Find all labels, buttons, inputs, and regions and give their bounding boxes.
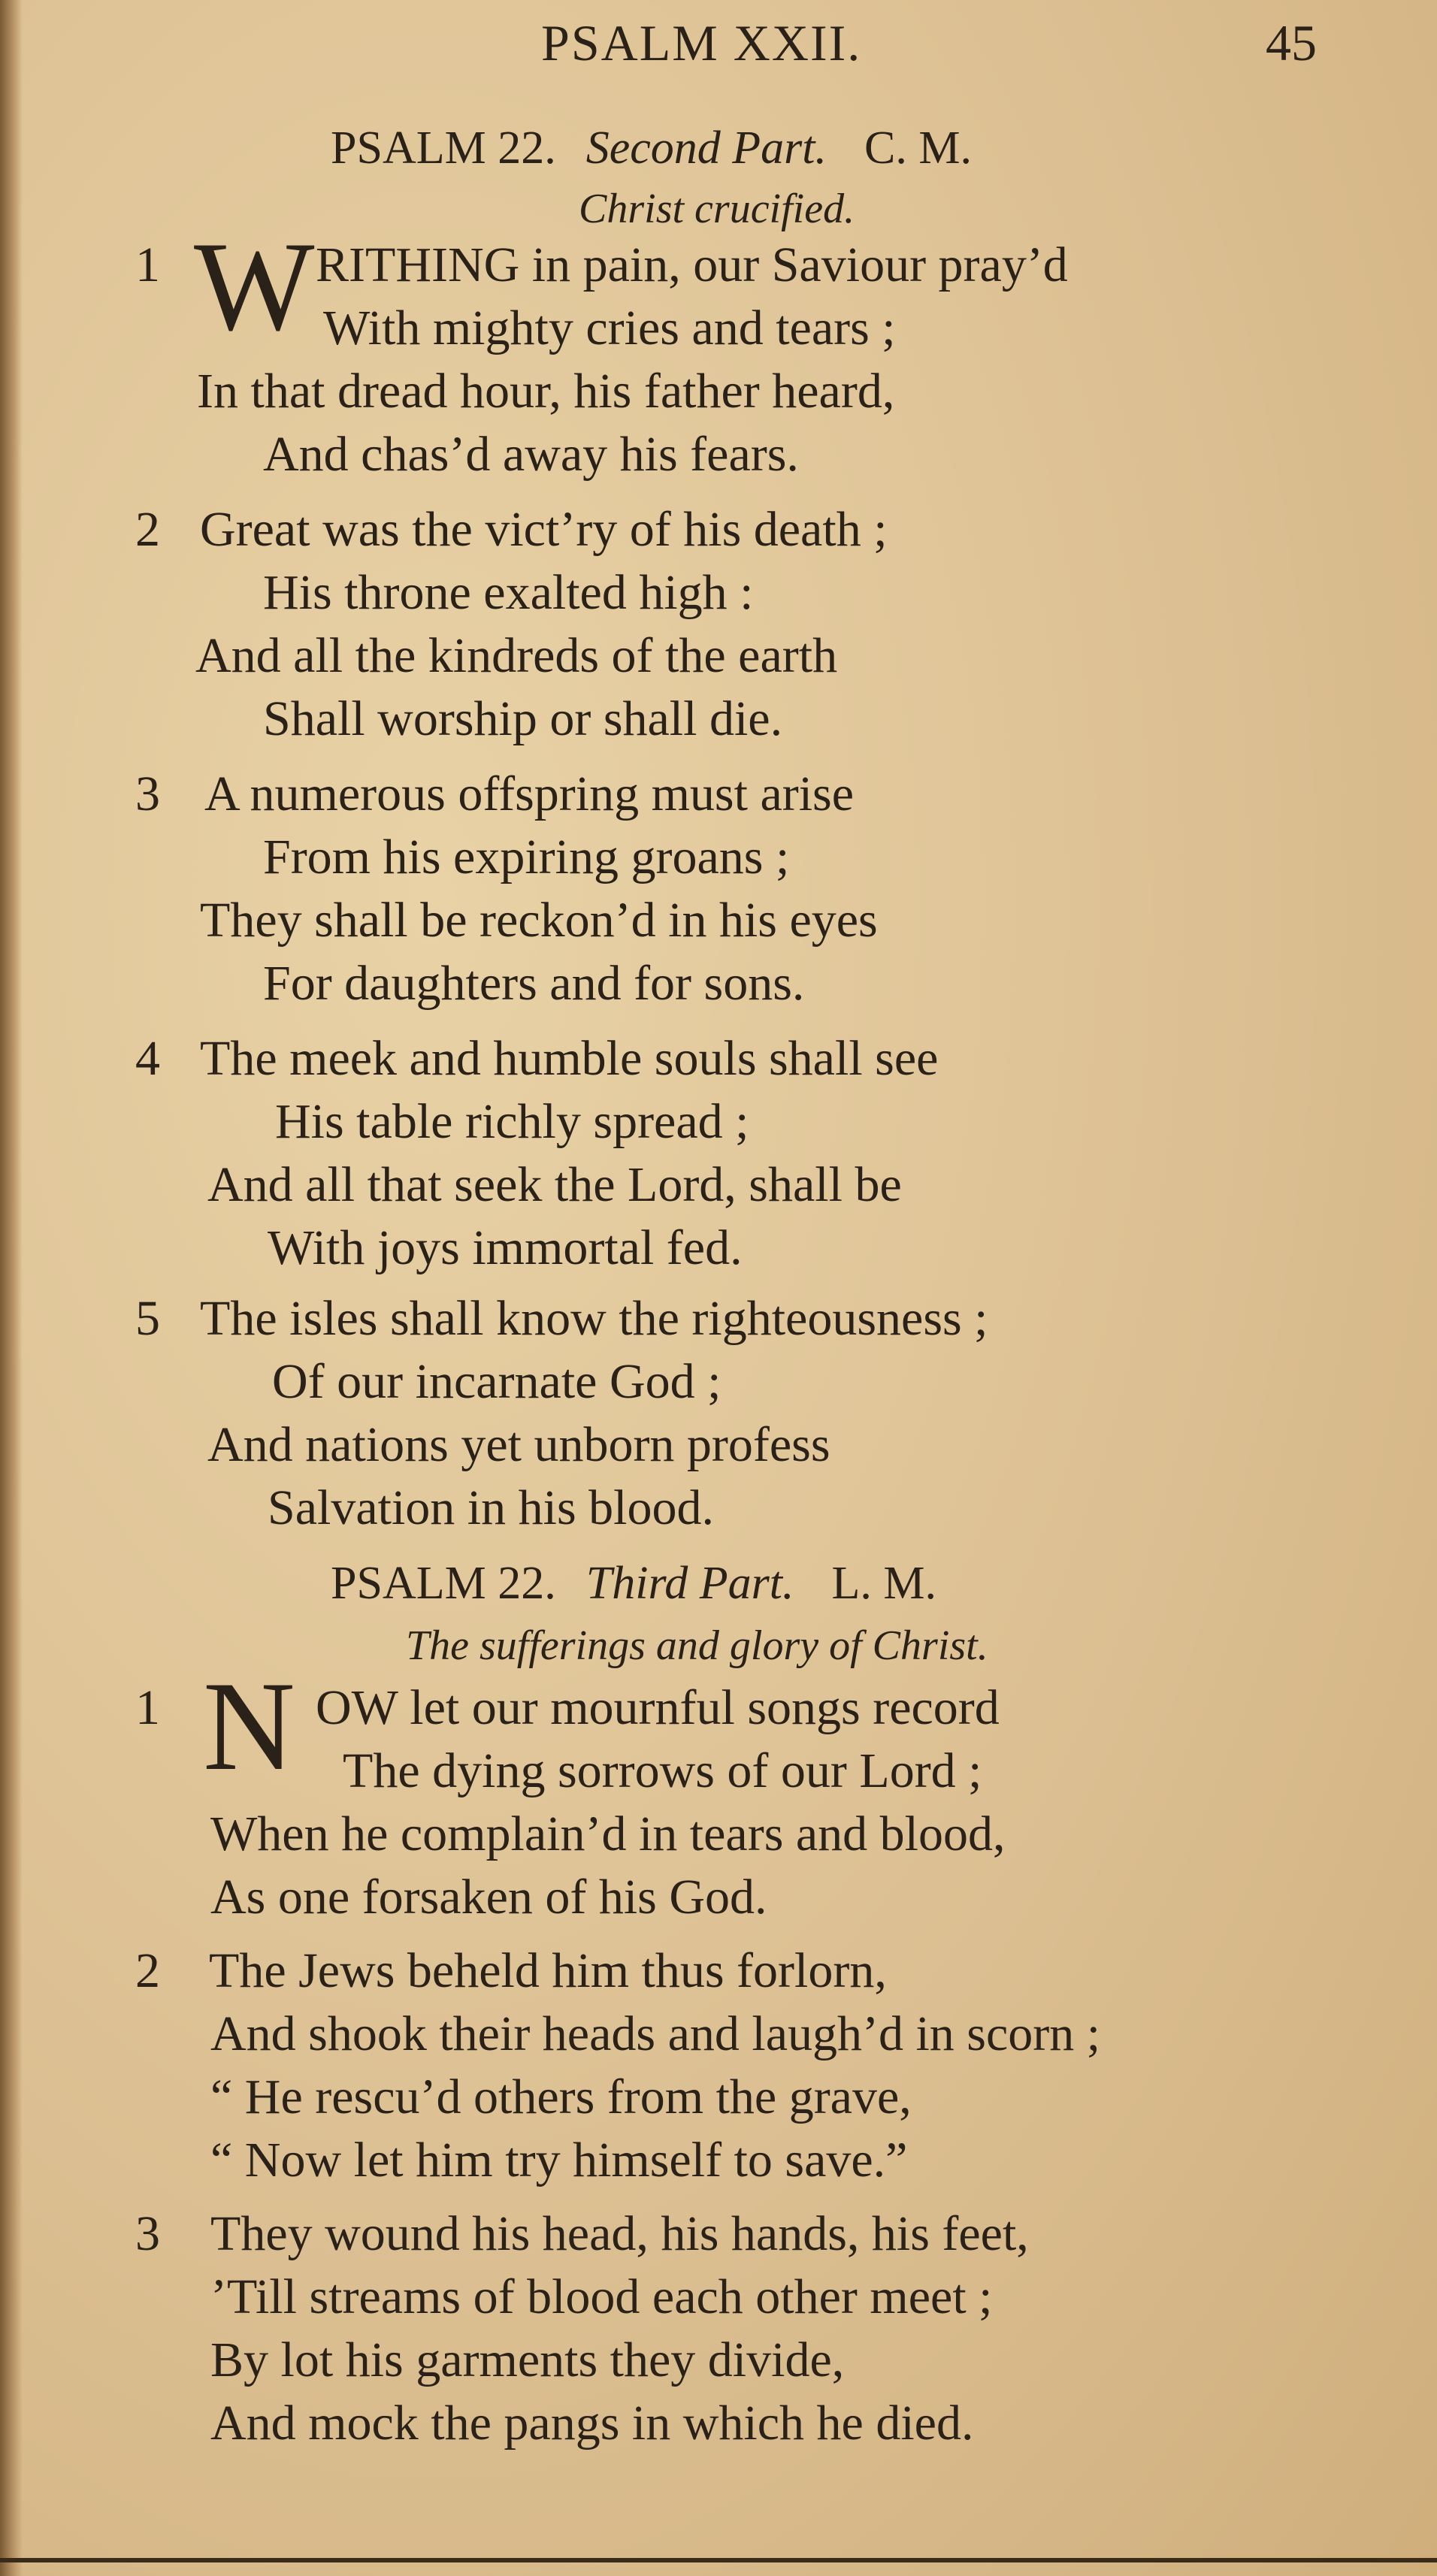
verse-line: They shall be reckon’d in his eyes [200, 893, 878, 948]
verse-line: The dying sorrows of our Lord ; [343, 1743, 982, 1798]
section-heading-part: Second Part. [585, 122, 827, 174]
drop-cap: W [194, 216, 315, 357]
verse-line: And all that seek the Lord, shall be [207, 1157, 902, 1212]
drop-cap: N [203, 1655, 295, 1797]
verse-line: They wound his head, his hands, his feet, [210, 2206, 1029, 2261]
verse-line: By lot his garments they divide, [210, 2333, 845, 2387]
verse-line: RITHING in pain, our Saviour pray’d [316, 237, 1068, 292]
verse-line: And chas’d away his fears. [263, 427, 799, 482]
verse-line: His throne exalted high : [263, 565, 754, 620]
stanza-number: 2 [135, 1943, 160, 1998]
verse-line: When he complain’d in tears and blood, [210, 1807, 1006, 1861]
bottom-rule [0, 2558, 1437, 2562]
stanza-number: 1 [135, 1680, 160, 1735]
stanza-number: 1 [135, 237, 160, 292]
stanza-number: 3 [135, 766, 160, 821]
verse-line: Shall worship or shall die. [263, 691, 783, 746]
stanza-number: 3 [135, 2206, 160, 2261]
section-heading-meter: C. M. [864, 122, 972, 174]
verse-line: A numerous offspring must arise [204, 766, 855, 821]
running-head: PSALM XXII. [541, 14, 862, 71]
section-heading-psalm: PSALM 22. [331, 1558, 556, 1609]
page-number: 45 [1266, 14, 1317, 71]
verse-line: The Jews beheld him thus forlorn, [209, 1943, 887, 1998]
verse-line: ’Till streams of blood each other meet ; [210, 2269, 993, 2324]
verse-line: Salvation in his blood. [268, 1480, 714, 1535]
section-subtitle: The sufferings and glory of Christ. [406, 1622, 988, 1669]
verse-line: And all the kindreds of the earth [195, 628, 838, 683]
verse-line: With joys immortal fed. [268, 1220, 743, 1275]
section-heading-psalm: PSALM 22. [331, 122, 556, 174]
verse-line: Great was the vict’ry of his death ; [200, 502, 888, 557]
verse-line: With mighty cries and tears ; [323, 301, 896, 355]
verse-line: For daughters and for sons. [263, 956, 805, 1011]
stanza-number: 4 [135, 1031, 160, 1086]
verse-line: From his expiring groans ; [263, 830, 790, 884]
verse-line: As one forsaken of his God. [210, 1870, 767, 1924]
page-header [0, 6, 1437, 74]
verse-line: And shook their heads and laugh’d in scorn ; [210, 2006, 1101, 2061]
verse-line: OW let our mournful songs record [316, 1680, 1000, 1735]
verse-line: And mock the pangs in which he died. [210, 2396, 974, 2451]
section-heading [331, 122, 972, 175]
section-heading-part: Third Part. [585, 1558, 794, 1609]
verse-line: His table richly spread ; [275, 1094, 749, 1149]
stanza-number: 5 [135, 1291, 160, 1346]
page-binding-edge [0, 0, 23, 2576]
section-heading [331, 1557, 936, 1610]
verse-line: The meek and humble souls shall see [200, 1031, 939, 1086]
stanza-number: 2 [135, 502, 160, 557]
verse-line: In that dread hour, his father heard, [197, 364, 895, 419]
verse-line: “ He rescu’d others from the grave, [210, 2070, 912, 2124]
verse-line: The isles shall know the righteousness ; [200, 1291, 988, 1346]
verse-line: Of our incarnate God ; [272, 1354, 722, 1409]
section-subtitle: Christ crucified. [579, 186, 855, 232]
verse-line: And nations yet unborn profess [207, 1417, 830, 1472]
verse-line: “ Now let him try himself to save.” [210, 2133, 908, 2187]
section-heading-meter: L. M. [831, 1558, 937, 1609]
